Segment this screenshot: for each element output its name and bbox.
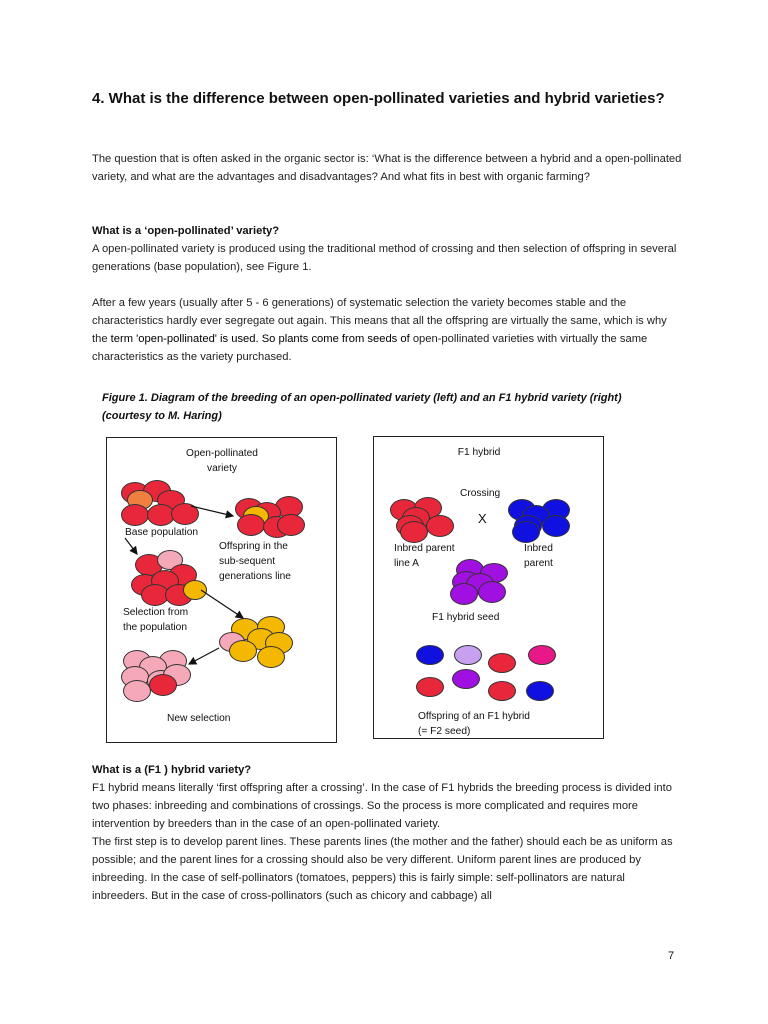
- seed-dot: [416, 645, 444, 665]
- seed-dot: [488, 653, 516, 673]
- op-paragraph-1: A open-pollinated variety is produced using the traditional method of crossing and then selection of offspring in several generations (base population), see Figure 1.: [92, 243, 677, 273]
- offspring-label-1: Offspring in the: [219, 541, 288, 552]
- seed-dot: [488, 681, 516, 701]
- intro-paragraph: The question that is often asked in the organic sector is: ‘What is the difference between a hybrid and a open-pollinated variety, and what are the advantages and disadvantages? And what fits in best with organic farming?: [92, 153, 682, 183]
- f1-seed-label: F1 hybrid seed: [432, 612, 500, 623]
- op-title-line-1: Open-pollinated: [186, 448, 258, 459]
- seed-dot: [452, 669, 480, 689]
- seed-dot: [400, 521, 428, 543]
- breeding-arrows: [107, 438, 336, 742]
- op-title-line-2: variety: [206, 463, 237, 474]
- f1-hybrid-panel: [373, 436, 604, 739]
- seed-dot: [416, 677, 444, 697]
- op-paragraph-2-part-c: open-pollinated varieties with virtually the same characteristics as the variety purchased.: [92, 333, 648, 363]
- seed-dot: [450, 583, 478, 605]
- parent-b-label-1: Inbred: [524, 543, 553, 554]
- op-paragraph-2-part-b: term 'open-pollinated' is used. So plants come from seeds of: [110, 333, 413, 345]
- parent-a-label-1: Inbred parent: [394, 543, 455, 554]
- offspring-label-3: generations line: [219, 571, 291, 582]
- f1-section-title: What is a (F1 ) hybrid variety?: [92, 764, 252, 776]
- parent-b-label-2: parent: [524, 558, 553, 569]
- cross-symbol: X: [478, 511, 487, 526]
- seed-dot: [526, 681, 554, 701]
- selection-label-2: the population: [123, 622, 188, 633]
- open-pollinated-panel: [106, 437, 337, 743]
- offspring-f1-label-2: (= F2 seed): [418, 726, 471, 737]
- f1-paragraph-2: The first step is to develop parent lines. These parents lines (the mother and the father) should each be as uniform as possible; and the parent lines for a crossing should also be very different. Uniform parent lines are produced by inbreeding. In the case of self-pollinators (tomatoes, peppers) this is fairly simple: self-pollinators are natural inbreeders. But in the case of cross-pollinators (such as chicory and cabbage) all: [92, 836, 673, 902]
- seed-dot: [478, 581, 506, 603]
- crossing-label: Crossing: [460, 488, 501, 499]
- f1-title: F1 hybrid: [457, 447, 501, 458]
- base-population-label: Base population: [125, 527, 199, 538]
- seed-dot: [454, 645, 482, 665]
- section-heading: 4. What is the difference between open-pollinated varieties and hybrid varieties?: [92, 90, 665, 107]
- page-number: 7: [668, 950, 675, 962]
- new-selection-label: New selection: [167, 713, 231, 724]
- offspring-label-2: sub-sequent: [219, 556, 276, 567]
- f1-paragraph-1: F1 hybrid means literally ‘first offspring after a crossing’. In the case of F1 hybrids the breeding process is divided into two phases: inbreeding and combinations of crossings. So the process is more complicated and requires more intervention by breeders than in the case of an open-pollinated variety.: [92, 782, 672, 830]
- seed-dot: [426, 515, 454, 537]
- seed-dot: [512, 521, 540, 543]
- seed-dot: [528, 645, 556, 665]
- op-paragraph-2-part-a: After a few years (usually after 5 - 6 generations) of systematic selection the variety becomes stable and the characteristics hardly ever segregate out again. This means that all the offspring are virtually the same, which is why the: [92, 297, 667, 345]
- op-paragraph-2: [92, 294, 682, 366]
- figure-caption: Figure 1. Diagram of the breeding of an open-pollinated variety (left) and an F1 hybrid variety (right) (courtesy to M. Haring): [102, 392, 622, 422]
- seed-dot: [542, 515, 570, 537]
- selection-label-1: Selection from: [123, 607, 189, 618]
- op-section-title: What is a ‘open-pollinated’ variety?: [92, 225, 280, 237]
- offspring-f1-label-1: Offspring of an F1 hybrid: [418, 711, 530, 722]
- parent-a-label-2: line A: [394, 558, 419, 569]
